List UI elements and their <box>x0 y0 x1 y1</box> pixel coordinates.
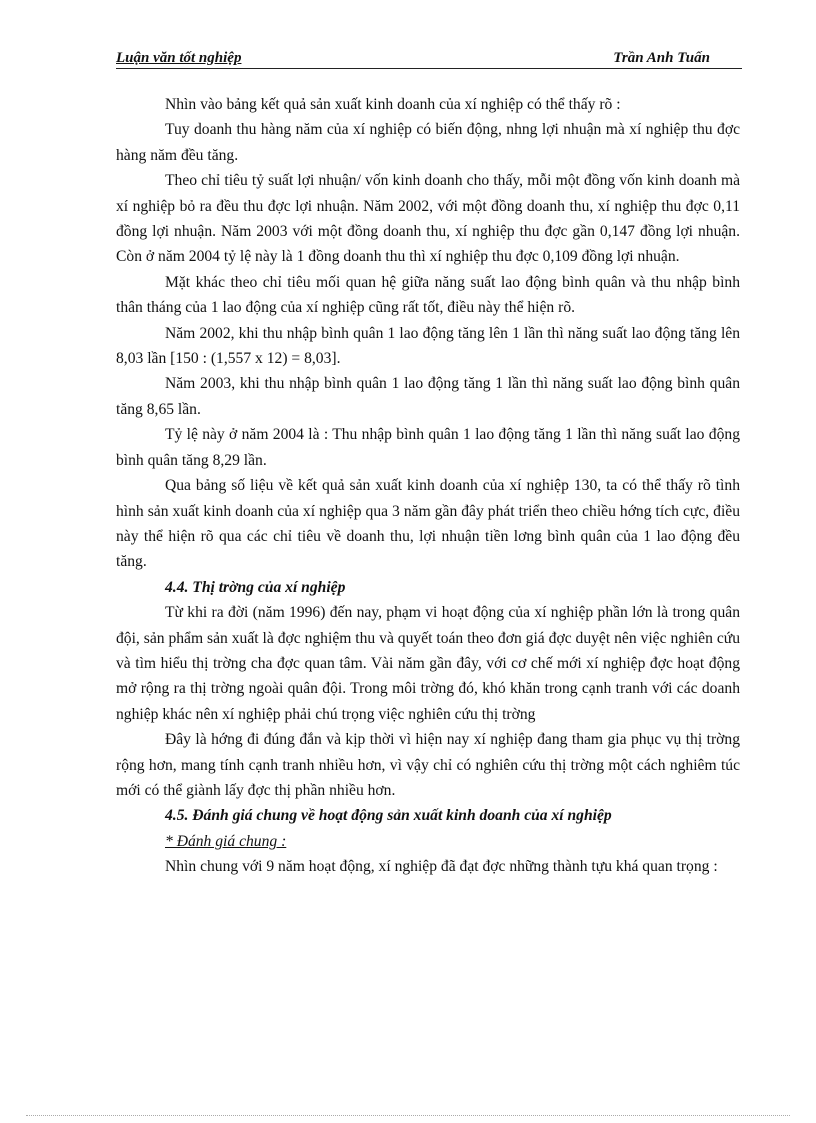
paragraph-2002: Năm 2002, khi thu nhập bình quân 1 lao động tăng lên 1 lần thì năng suất lao động tăng lên 8,03 lần [150 : (1,557 x 12) = 8,03]. <box>116 324 740 368</box>
paragraph-2003: Năm 2003, khi thu nhập bình quân 1 lao động tăng 1 lần thì năng suất lao động bình quân tăng 8,65 lần. <box>116 375 740 418</box>
paragraph-productivity: Mặt khác theo chỉ tiêu mối quan hệ giữa năng suất lao động bình quân và thu nhập bình thân tháng của 1 lao động của xí nghiệp cũng rất tốt, điều này thể hiện rõ. <box>116 273 740 317</box>
paragraph-2004: Tỷ lệ này ở năm 2004 là : Thu nhập bình quân 1 lao động tăng 1 lần thì năng suất lao động bình quân tăng 8,29 lần. <box>116 426 740 469</box>
section-heading-4-4: 4.4. Thị trờng của xí nghiệp <box>165 578 346 596</box>
header-author: Trần Anh Tuấn <box>613 50 710 66</box>
paragraph-market: Từ khi ra đời (năm 1996) đến nay, phạm vi hoạt động của xí nghiệp phần lớn là trong quân đội, sản phẩm sản xuất là đợc nghiệm thu và quyết toán theo đơn giá đợc duyệt nên việc nghiên cứu và tìm hiểu thị trờng cha đợc quan tâm. Vài năm gần đây, với cơ chế mới xí nghiệp đợc hoạt động mở rộng ra thị trờng ngoài quân đội. Trong môi trờng đó, khó khăn trong cạnh tranh với các doanh nghiệp khác nên xí nghiệp phải chú trọng việc nghiên cứu thị trờng <box>116 604 740 723</box>
document-body <box>116 92 740 880</box>
paragraph-intro: Nhìn vào bảng kết quả sản xuất kinh doanh của xí nghiệp có thể thấy rõ : <box>165 96 621 113</box>
section-heading-4-5: 4.5. Đánh giá chung về hoạt động sản xuất kinh doanh của xí nghiệp <box>165 807 612 825</box>
page-header <box>116 48 742 69</box>
paragraph-direction: Đây là hớng đi đúng đắn và kịp thời vì hiện nay xí nghiệp đang tham gia phục vụ thị trờng rộng hơn, mang tính cạnh tranh nhiều hơn, vì vậy chỉ có nghiên cứu thị trờng một cách nghiêm túc mới có thể giành lấy đợc thị phần nhiều hơn. <box>116 731 740 799</box>
header-title: Luận văn tốt nghiệp <box>116 50 242 66</box>
paragraph-summary: Qua bảng số liệu về kết quả sản xuất kinh doanh của xí nghiệp 130, ta có thể thấy rõ tình hình sản xuất kinh doanh của xí nghiệp qua 3 năm gần đây phát triển theo chiều hớng tích cực, điều này thể hiện rõ qua các chỉ tiêu về doanh thu, lợi nhuận tiền lơng bình quân của 1 lao động đều tăng. <box>116 477 740 571</box>
page-bottom-divider <box>26 1115 790 1116</box>
paragraph-profit-ratio: Theo chỉ tiêu tỷ suất lợi nhuận/ vốn kinh doanh cho thấy, mỗi một đồng vốn kinh doanh mà xí nghiệp bỏ ra đều thu đợc lợi nhuận. Năm 2002, với một đồng doanh thu, xí nghiệp thu đợc 0,11 đồng lợi nhuận. Năm 2003 với một đồng doanh thu, xí nghiệp thu đợc gần 0,147 đồng lợi nhuận. Còn ở năm 2004 tỷ lệ này là 1 đồng doanh thu thì xí nghiệp thu đợc 0,109 đồng lợi nhuận. <box>116 172 740 266</box>
paragraph-revenue: Tuy doanh thu hàng năm của xí nghiệp có biến động, nhng lợi nhuận mà xí nghiệp thu đợc hàng năm đều tăng. <box>116 121 740 164</box>
paragraph-achievements: Nhìn chung với 9 năm hoạt động, xí nghiệp đã đạt đợc những thành tựu khá quan trọng : <box>165 858 718 876</box>
subheading-general-assessment: * Đánh giá chung : <box>165 832 287 850</box>
